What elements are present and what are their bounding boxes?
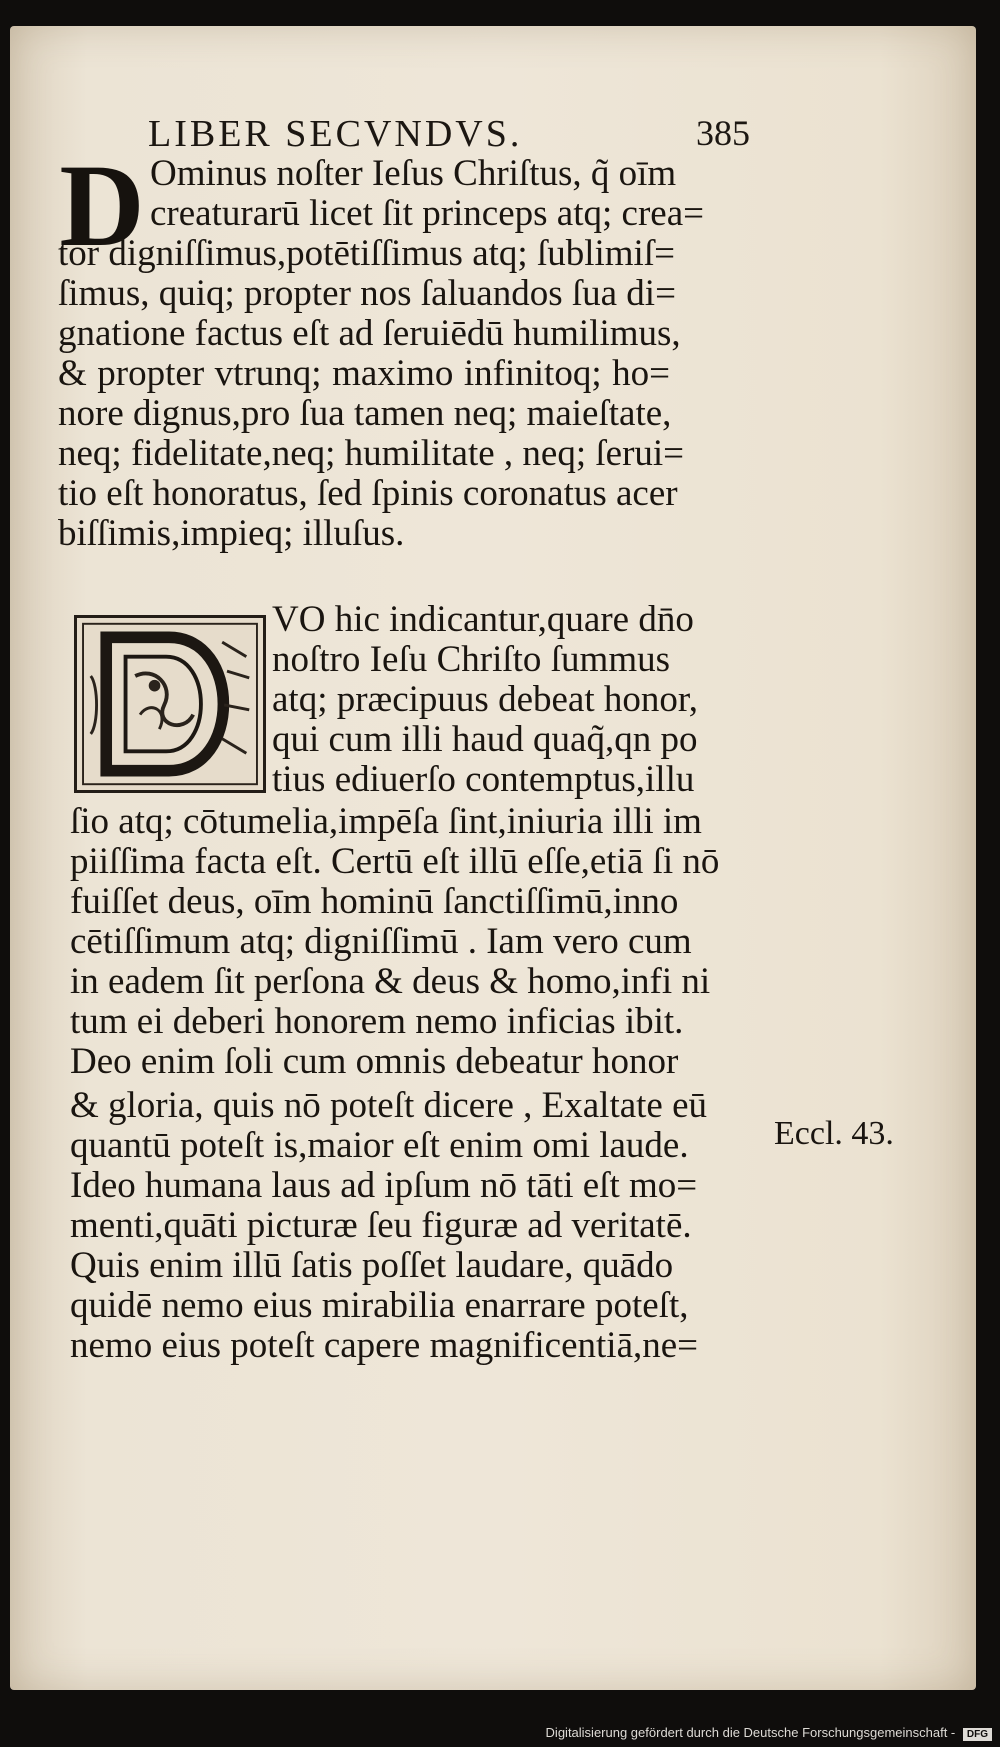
text-line: nemo eius poteſt capere magnificentiā,ne=: [70, 1325, 699, 1366]
woodcut-initial-D: [74, 615, 266, 793]
text-line: cētiſſimum atq; digniſſimū . Iam vero cum: [70, 921, 692, 962]
drop-cap-initial: D: [59, 140, 145, 271]
running-head: LIBER SECVNDVS.: [148, 113, 523, 155]
text-line: menti,quāti picturæ ſeu figuræ ad veritatē.: [70, 1205, 692, 1246]
text-line: neq; fidelitate,neq; humilitate , neq; ſerui=: [58, 433, 685, 474]
text-line: quidē nemo eius mirabilia enarrare poteſt,: [70, 1285, 689, 1326]
text-line: piiſſima facta eſt. Certū eſt illū eſſe,etiā ſi nō: [70, 841, 720, 882]
text-line: tius ediuerſo contemptus,illu: [272, 759, 695, 800]
text-line: fuiſſet deus, oīm hominū ſanctiſſimū,inno: [70, 881, 679, 922]
text-line: ſio atq; cōtumelia,impēſa ſint,iniuria illi im: [70, 801, 702, 842]
text-line: qui cum illi haud quaq̃,qn po: [272, 719, 698, 760]
text-line: & propter vtrunq; maximo infinitoq; ho=: [58, 353, 670, 394]
text-line: tum ei deberi honorem nemo inficias ibit.: [70, 1001, 684, 1042]
text-line: nore dignus,pro ſua tamen neq; maieſtate,: [58, 393, 672, 434]
text-line: creaturarū licet ſit princeps atq; crea=: [150, 193, 704, 234]
credit-text: Digitalisierung gefördert durch die Deutsche Forschungsgemeinschaft -: [545, 1725, 956, 1740]
text-line: VO hic indicantur,quare dn̄o: [272, 599, 694, 640]
dfg-logo: DFG: [963, 1728, 992, 1741]
text-line: Ominus noſter Ieſus Chriſtus, q̃ oīm: [150, 153, 677, 194]
text-line: atq; præcipuus debeat honor,: [272, 679, 698, 720]
text-line: in eadem ſit perſona & deus & homo,infi ni: [70, 961, 711, 1002]
text-line: tor digniſſimus,potētiſſimus atq; ſublimiſ=: [58, 233, 675, 274]
text-line: noſtro Ieſu Chriſto ſummus: [272, 639, 670, 680]
page-header: [148, 112, 750, 156]
marginal-note: Eccl. 43.: [774, 1115, 894, 1152]
text-line: Quis enim illū ſatis poſſet laudare, quādo: [70, 1245, 674, 1286]
footer-credit: [546, 1725, 992, 1741]
text-line: Deo enim ſoli cum omnis debeatur honor: [70, 1041, 679, 1082]
page-number: 385: [696, 113, 750, 153]
text-line: biſſimis,impieq; illuſus.: [58, 513, 405, 554]
text-line: tio eſt honoratus, ſed ſpinis coronatus acer: [58, 473, 678, 514]
text-line: gnatione factus eſt ad ſeruiēdū humilimus,: [58, 313, 681, 354]
text-line: ſimus, quiq; propter nos ſaluandos ſua di=: [58, 273, 676, 314]
text-line: quantū poteſt is,maior eſt enim omi laude.: [70, 1125, 689, 1166]
text-line: Ideo humana laus ad ipſum nō tāti eſt mo=: [70, 1165, 698, 1206]
text-line: & gloria, quis nō poteſt dicere , Exaltate eū: [70, 1085, 708, 1126]
